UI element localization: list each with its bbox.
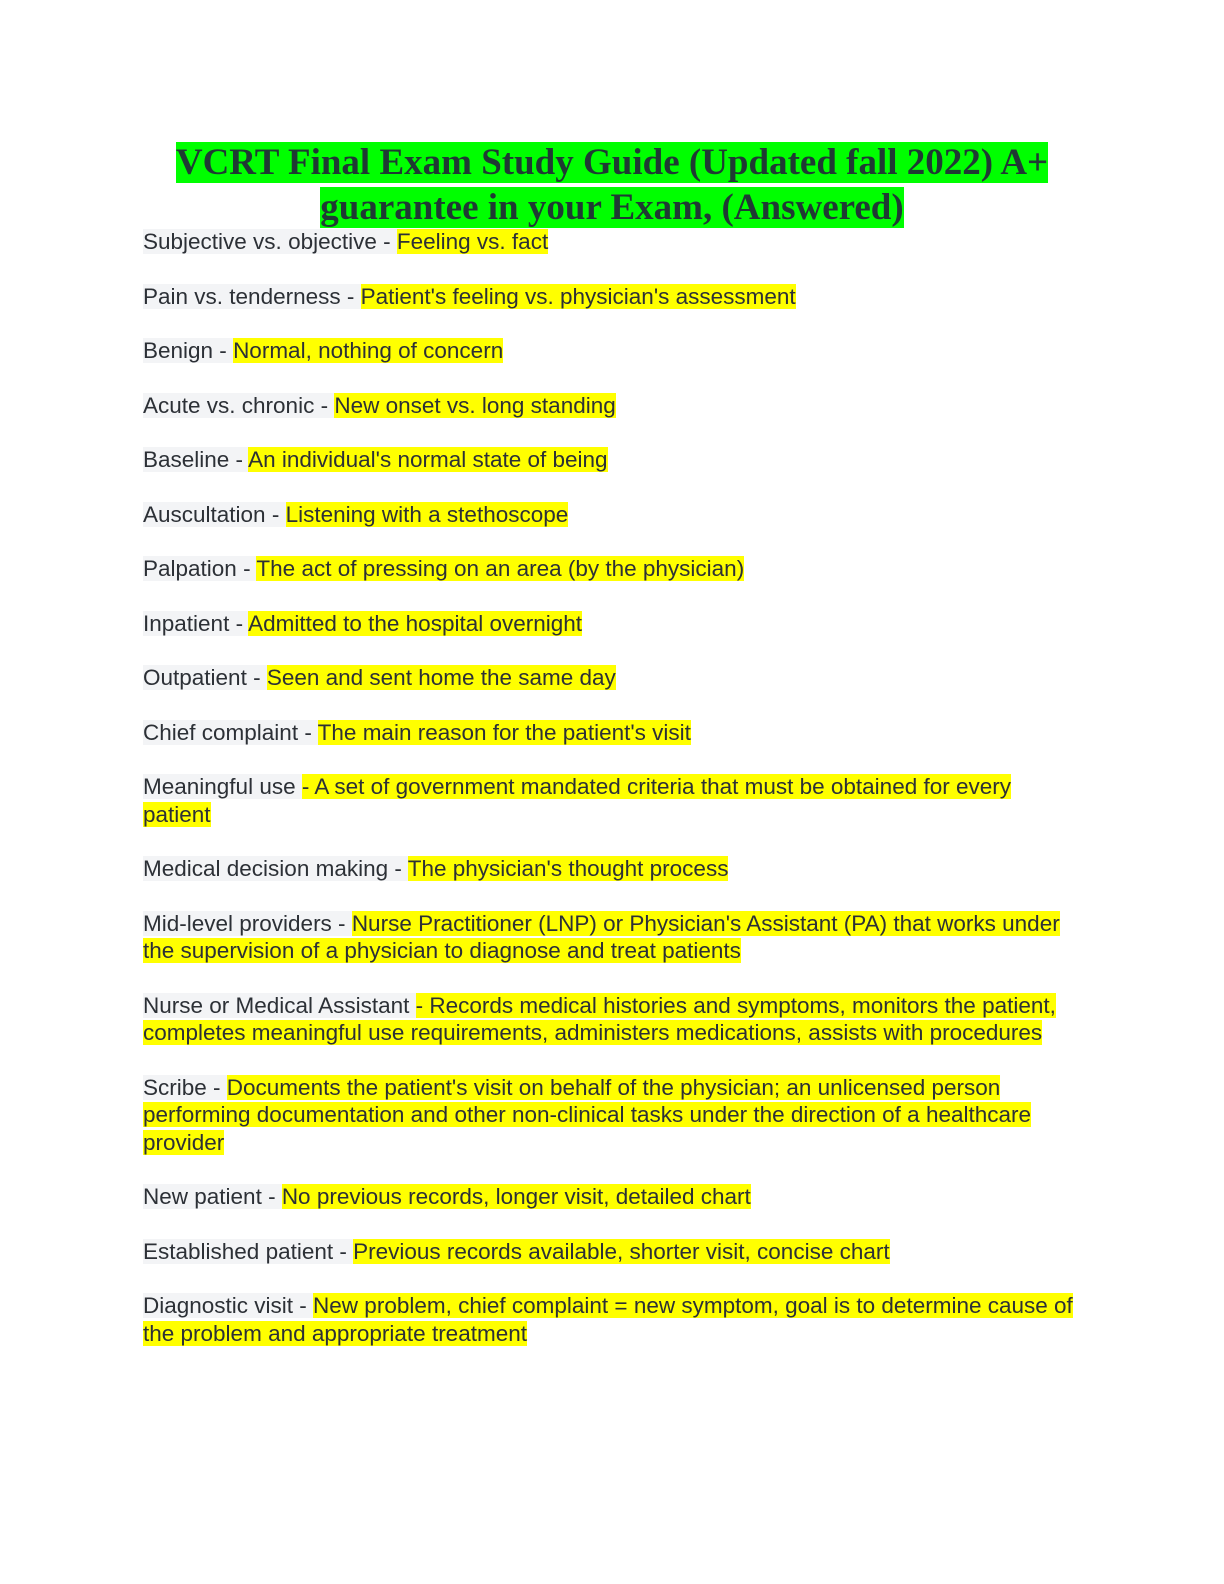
entry-definition: Listening with a stethoscope	[285, 501, 569, 527]
entry-term: Palpation -	[143, 556, 257, 581]
entry-term: Scribe -	[143, 1074, 227, 1100]
entry-definition: Patient's feeling vs. physician's assessment	[360, 283, 796, 309]
glossary-entry	[143, 1183, 1073, 1211]
entry-definition: The act of pressing on an area (by the physician)	[256, 556, 745, 581]
entry-term: Established patient -	[143, 1238, 354, 1264]
entry-term: Benign -	[143, 338, 234, 363]
entry-term: Chief complaint -	[143, 719, 318, 745]
glossary-entry	[143, 337, 1073, 365]
entry-definition: The physician's thought process	[407, 856, 729, 881]
glossary-entry	[143, 1238, 1073, 1266]
entry-term: Auscultation -	[143, 501, 286, 527]
entry-term: New patient -	[143, 1184, 282, 1209]
glossary-entry	[143, 1292, 1073, 1347]
entry-definition: Nurse Practitioner (LNP) or Physician's Assistant (PA) that works under the supervision of a physician to diagnose and treat patients	[143, 910, 1060, 963]
entry-definition: New onset vs. long standing	[334, 392, 616, 418]
glossary-entry	[143, 283, 1073, 311]
entry-term: Nurse or Medical Assistant	[143, 992, 416, 1018]
entry-definition: An individual's normal state of being	[248, 447, 608, 472]
entry-definition: Normal, nothing of concern	[233, 338, 504, 363]
glossary-entry	[143, 501, 1073, 529]
entry-definition: - A set of government mandated criteria that must be obtained for every patient	[143, 774, 1011, 827]
entry-definition: Feeling vs. fact	[396, 229, 549, 254]
glossary-entry	[143, 228, 1073, 256]
entry-definition: Seen and sent home the same day	[266, 665, 616, 690]
entry-definition: - Records medical histories and symptoms, monitors the patient, completes meaningful use requirements, administers medications, assists with procedures	[143, 992, 1056, 1045]
glossary-entry	[143, 855, 1073, 883]
document-title	[143, 140, 1081, 230]
entry-term: Baseline -	[143, 447, 249, 472]
entry-definition: Admitted to the hospital overnight	[248, 610, 583, 636]
glossary-entry	[143, 392, 1073, 420]
entry-term: Medical decision making -	[143, 856, 408, 881]
entry-term: Acute vs. chronic -	[143, 392, 335, 418]
entry-definition: Documents the patient's visit on behalf of the physician; an unlicensed person performing documentation and other non-clinical tasks under the direction of a healthcare provider	[143, 1074, 1032, 1155]
glossary-entry	[143, 992, 1073, 1047]
glossary-entry	[143, 664, 1073, 692]
glossary-entry	[143, 446, 1073, 474]
document-title-text: VCRT Final Exam Study Guide (Updated fall 2022) A+ guarantee in your Exam, (Answered)	[175, 142, 1049, 228]
glossary-entry	[143, 555, 1073, 583]
glossary-entry	[143, 719, 1073, 747]
entry-term: Outpatient -	[143, 665, 267, 690]
entry-term: Meaningful use	[143, 774, 302, 799]
entry-term: Mid-level providers -	[143, 910, 352, 936]
entry-term: Subjective vs. objective -	[143, 229, 397, 254]
glossary-entry	[143, 1074, 1073, 1157]
glossary-entry	[143, 610, 1073, 638]
glossary-entry	[143, 910, 1073, 965]
entry-definition: New problem, chief complaint = new symptom, goal is to determine cause of the problem and appropriate treatment	[143, 1293, 1073, 1346]
entry-term: Inpatient -	[143, 610, 249, 636]
glossary-list	[143, 228, 1073, 1374]
glossary-entry	[143, 773, 1073, 828]
entry-definition: The main reason for the patient's visit	[317, 719, 691, 745]
entry-term: Pain vs. tenderness -	[143, 283, 361, 309]
entry-term: Diagnostic visit -	[143, 1293, 314, 1318]
entry-definition: Previous records available, shorter visit, concise chart	[353, 1238, 890, 1264]
entry-definition: No previous records, longer visit, detailed chart	[281, 1184, 751, 1209]
